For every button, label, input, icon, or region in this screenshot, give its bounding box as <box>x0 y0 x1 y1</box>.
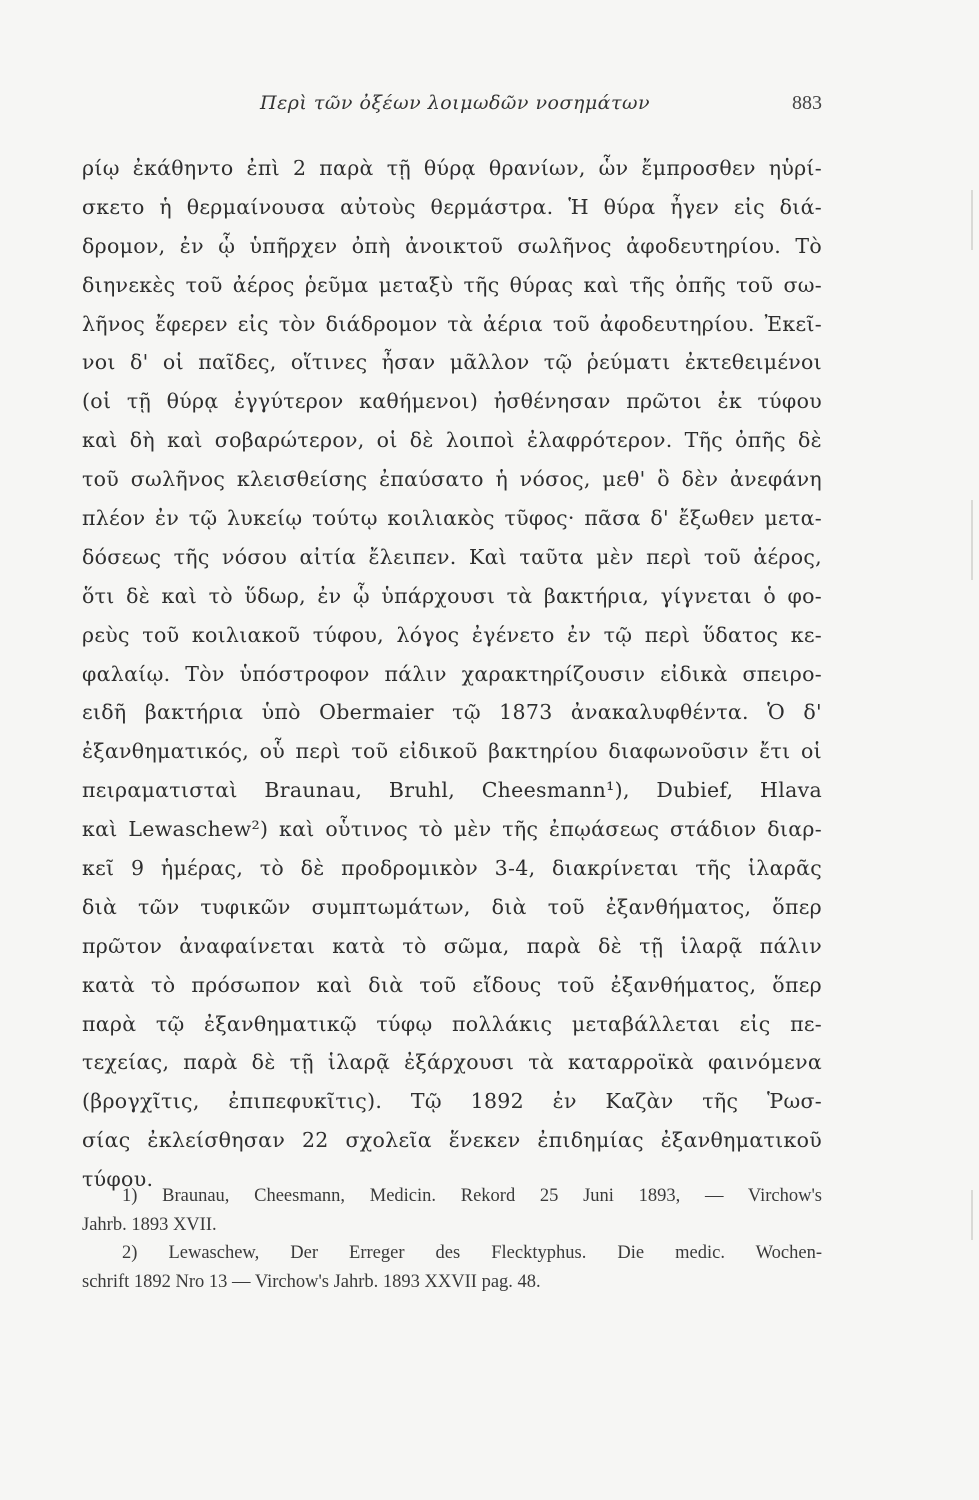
text-line: τοῦ σωλῆνος κλεισθείσης ἐπαύσατο ἡ νόσος, μεθ' ὃ δὲν ἀνεφάνη <box>82 467 822 492</box>
text-line: πρῶτον ἀναφαίνεται κατὰ τὸ σῶμα, παρὰ δὲ τῇ ἱλαρᾷ πάλιν <box>82 933 822 958</box>
running-header <box>82 92 822 122</box>
page-number: 883 <box>792 92 822 114</box>
text-line: σκετο ἡ θερμαίνουσα αὐτοὺς θερμάστρα. Ἡ θύρα ἦγεν εἰς διά- <box>82 194 822 219</box>
text-line: δρομον, ἐν ᾧ ὑπῆρχεν ὀπὴ ἀνοικτοῦ σωλῆνος ἀφοδευτηρίου. Τὸ <box>82 233 822 258</box>
text-line: καὶ δὴ καὶ σοβαρώτερον, οἱ δὲ λοιποὶ ἐλαφρότερον. Τῆς ὀπῆς δὲ <box>82 428 822 453</box>
footnote-line: 2) Lewaschew, Der Erreger des Flecktyphus. Die medic. Wochen- <box>122 1243 822 1263</box>
text-line: διὰ τῶν τυφικῶν συμπτωμάτων, διὰ τοῦ ἐξανθήματος, ὅπερ <box>82 894 822 919</box>
body-paragraph <box>82 149 822 1199</box>
text-line: δόσεως τῆς νόσου αἰτία ἔλειπεν. Καὶ ταῦτα μὲν περὶ τοῦ ἀέρος, <box>82 544 822 569</box>
text-line: κεῖ 9 ἡμέρας, τὸ δὲ προδρομικὸν 3-4, διακρίνεται τῆς ἱλαρᾶς <box>82 856 822 881</box>
text-line: παρὰ τῷ ἐξανθηματικῷ τύφῳ πολλάκις μεταβάλλεται εἰς πε- <box>82 1011 822 1036</box>
text-line: τύφου. <box>82 1167 154 1192</box>
text-line: ειδῆ βακτήρια ὑπὸ Obermaier τῷ 1873 ἀνακαλυφθέντα. Ὁ δ' <box>82 700 822 725</box>
footnotes <box>82 1182 822 1296</box>
text-line: ρεὺς τοῦ κοιλιακοῦ τύφου, λόγος ἐγένετο ἐν τῷ περὶ ὕδατος κε- <box>82 622 822 647</box>
text-line: σίας ἐκλείσθησαν 22 σχολεῖα ἕνεκεν ἐπιδημίας ἐξανθηματικοῦ <box>82 1128 822 1153</box>
text-line: πειραματισταὶ Braunau, Bruhl, Cheesmann¹), Dubief, Hlava <box>82 778 822 803</box>
running-title: Περὶ τῶν ὀξέων λοιμωδῶν νοσημάτων <box>260 92 651 114</box>
footnote-line: Jahrb. 1893 XVII. <box>82 1214 217 1235</box>
text-line: καὶ Lewaschew²) καὶ οὗτινος τὸ μὲν τῆς ἐπῳάσεως στάδιον διαρ- <box>82 817 822 842</box>
text-line: ἐξανθηματικός, οὗ περὶ τοῦ εἰδικοῦ βακτηρίου διαφωνοῦσιν ἔτι οἱ <box>82 739 822 764</box>
text-line: πλέον ἐν τῷ λυκείῳ τούτῳ κοιλιακὸς τῦφος· πᾶσα δ' ἔξωθεν μετα- <box>82 506 822 531</box>
margin-scan-mark <box>971 190 973 250</box>
margin-scan-mark <box>971 500 973 580</box>
margin-scan-mark <box>971 1190 973 1240</box>
text-line: ρίῳ ἐκάθηντο ἐπὶ 2 παρὰ τῇ θύρᾳ θρανίων, ὧν ἔμπροσθεν ηὑρί- <box>82 156 822 180</box>
text-line: φαλαίῳ. Τὸν ὑπόστροφον πάλιν χαρακτηρίζουσιν εἰδικὰ σπειρο- <box>82 661 822 686</box>
text-line: νοι δ' οἱ παῖδες, οἵτινες ἦσαν μᾶλλον τῷ ῥεύματι ἐκτεθειμένοι <box>82 350 822 375</box>
footnote-line: 1) Braunau, Cheesmann, Medicin. Rekord 25 Juni 1893, — Virchow's <box>122 1186 822 1206</box>
text-line: (βρογχῖτις, ἐπιπεφυκῖτις). Τῷ 1892 ἐν Καζὰν τῆς Ῥωσ- <box>82 1089 822 1114</box>
footnote-line: schrift 1892 Nro 13 — Virchow's Jahrb. 1893 XXVII pag. 48. <box>82 1271 541 1292</box>
text-line: λῆνος ἔφερεν εἰς τὸν διάδρομον τὰ ἀέρια τοῦ ἀφοδευτηρίου. Ἐκεῖ- <box>82 311 822 336</box>
text-line: (οἱ τῇ θύρᾳ ἐγγύτερον καθήμενοι) ἠσθένησαν πρῶτοι ἐκ τύφου <box>82 389 822 414</box>
text-line: τεχείας, παρὰ δὲ τῇ ἱλαρᾷ ἐξάρχουσι τὰ καταρροϊκὰ φαινόμενα <box>82 1050 822 1075</box>
text-line: ὅτι δὲ καὶ τὸ ὕδωρ, ἐν ᾧ ὑπάρχουσι τὰ βακτήρια, γίγνεται ὁ φο- <box>82 583 822 608</box>
text-line: κατὰ τὸ πρόσωπον καὶ διὰ τοῦ εἴδους τοῦ ἐξανθήματος, ὅπερ <box>82 972 822 997</box>
text-line: διηνεκὲς τοῦ ἀέρος ῥεῦμα μεταξὺ τῆς θύρας καὶ τῆς ὀπῆς τοῦ σω- <box>82 272 822 297</box>
